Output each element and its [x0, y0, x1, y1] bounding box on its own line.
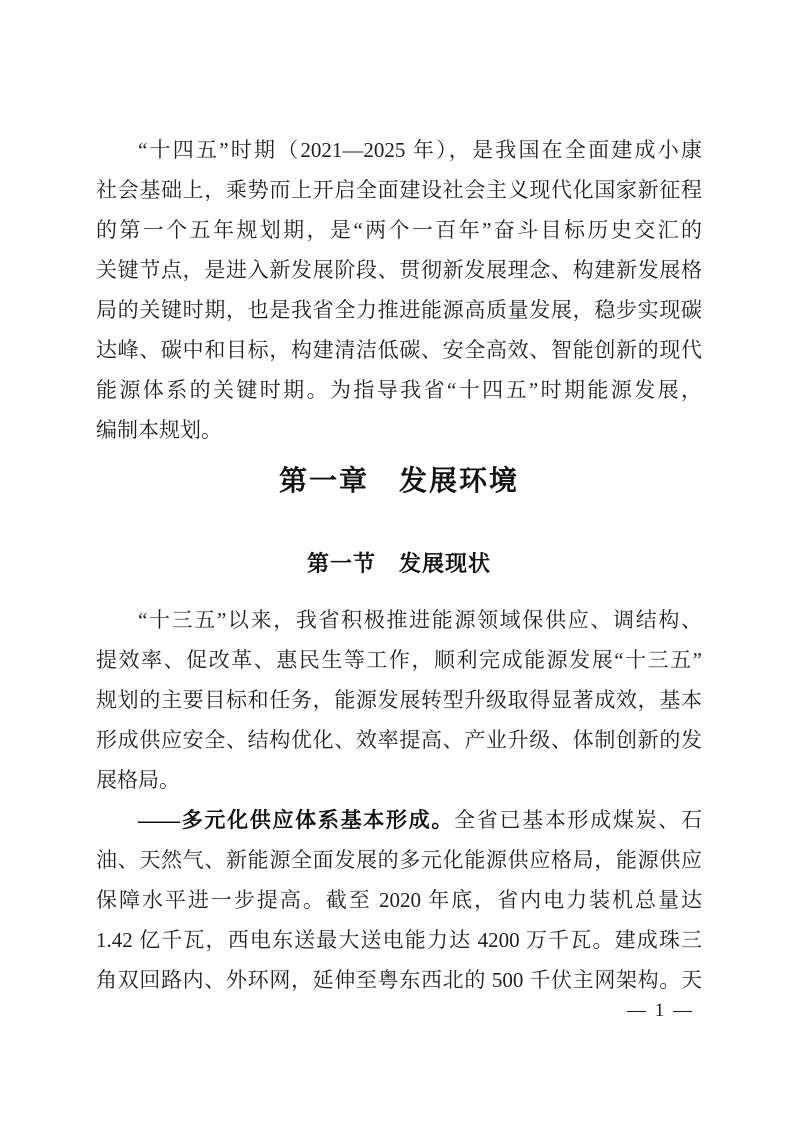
text-line: 形成供应安全、结构优化、效率提高、产业升级、体制创新的发 — [96, 728, 702, 752]
text-line: 社会基础上，乘势而上开启全面建设社会主义现代化国家新征程 — [96, 178, 702, 202]
text-line: 角双回路内、外环网，延伸至粤东西北的 500 千伏主网架构。天 — [96, 968, 702, 992]
text-line: 关键节点，是进入新发展阶段、贯彻新发展理念、构建新发展格 — [96, 258, 702, 282]
intro-paragraph — [96, 130, 702, 450]
text-line: 油、天然气、新能源全面发展的多元化能源供应格局，能源供应 — [96, 848, 702, 872]
text-line: 提效率、促改革、惠民生等工作，顺利完成能源发展“十三五” — [96, 648, 702, 672]
diversified-supply-paragraph — [96, 800, 702, 1000]
text-run: 全省已基本形成煤炭、石 — [454, 808, 702, 832]
text-line — [96, 800, 702, 840]
text-line: 局的关键时期，也是我省全力推进能源高质量发展，稳步实现碳 — [96, 298, 702, 322]
text-line: 编制本规划。 — [96, 418, 222, 442]
text-line: 保障水平进一步提高。截至 2020 年底，省内电力装机总量达 — [96, 888, 702, 912]
section-1-heading: 第一节 发展现状 — [306, 551, 491, 576]
text-line: 能源体系的关键时期。为指导我省“十四五”时期能源发展， — [96, 378, 702, 402]
page-number: — 1 — — [627, 1000, 694, 1021]
bold-lead-text: ——多元化供应体系基本形成。 — [138, 808, 455, 832]
text-line: 达峰、碳中和目标，构建清洁低碳、安全高效、智能创新的现代 — [96, 338, 702, 362]
text-line: 的第一个五年规划期，是“两个一百年”奋斗目标历史交汇的 — [96, 218, 702, 242]
page-content — [96, 130, 702, 1000]
text-line: 规划的主要目标和任务，能源发展转型升级取得显著成效，基本 — [96, 688, 702, 712]
development-status-paragraph — [96, 600, 702, 800]
text-line: 展格局。 — [96, 768, 180, 792]
text-line: 1.42 亿千瓦，西电东送最大送电能力达 4200 万千瓦。建成珠三 — [96, 928, 702, 952]
text-line: “十三五”以来，我省积极推进能源领域保供应、调结构、 — [138, 608, 702, 632]
chapter-1-heading: 第一章 发展环境 — [278, 466, 519, 497]
text-line: “十四五”时期（2021—2025 年），是我国在全面建成小康 — [138, 138, 702, 162]
